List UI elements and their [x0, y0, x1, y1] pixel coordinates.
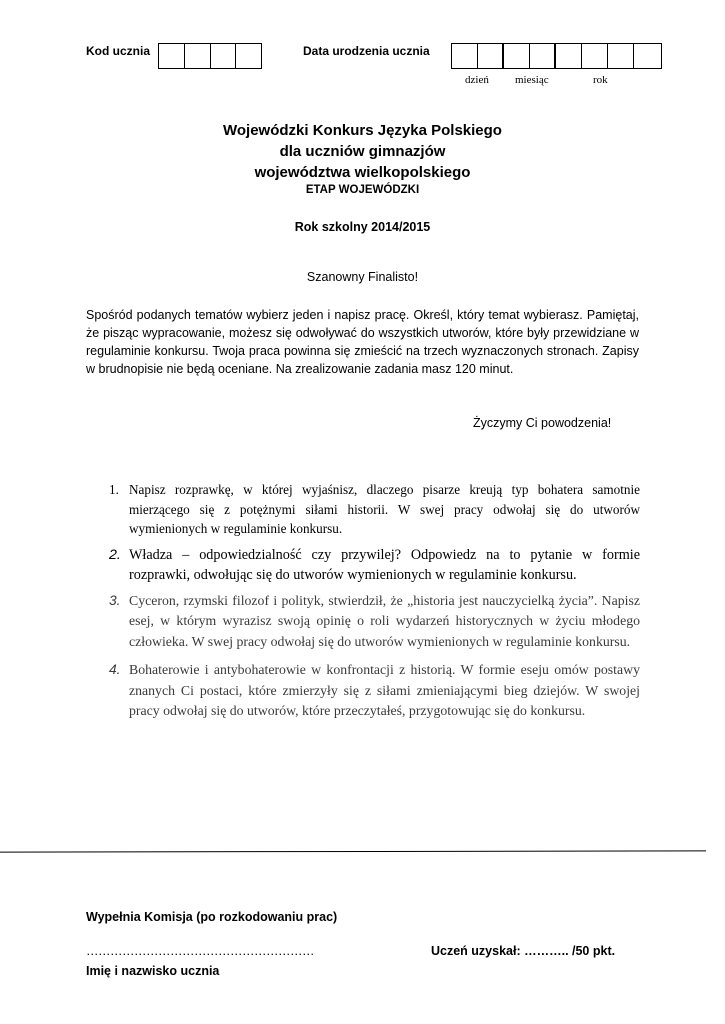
month-label: miesiąc [515, 74, 549, 86]
birth-date-label: Data urodzenia ucznia [303, 44, 430, 58]
stage-label: ETAP WOJEWÓDZKI [305, 184, 420, 196]
day-label: dzień [465, 74, 489, 86]
topic-text: Władza – odpowiedzialność czy przywilej? Odpowiedz na to pytanie w formie rozprawki, odwołując się do utworów wymienionych w regulaminie konkursu. [129, 546, 640, 583]
topic-text: Bohaterowie i antybohaterowie w konfrontacji z historią. W formie eseju omów postawy znanych Ci postaci, które zmierzyły się z siłami zmieniającymi bieg dziejów. W swojej pracy odwołaj się do utworów, które przeczytałeś, przygotowując się do konkursu. [129, 662, 640, 718]
greeting: Szanowny Finalisto! [306, 270, 419, 284]
score-field[interactable]: Uczeń uzyskał: ……….. /50 pkt. [431, 944, 616, 958]
school-year: Rok szkolny 2014/2015 [294, 220, 431, 234]
committee-label: Wypełnia Komisja (po rozkodowaniu prac) [86, 910, 338, 924]
divider-line [0, 850, 706, 852]
topics-list [105, 480, 640, 722]
student-code-boxes[interactable] [158, 43, 262, 69]
birth-date-boxes[interactable] [451, 43, 662, 69]
title-line-3: województwa wielkopolskiego [254, 164, 471, 181]
topic-item-3 [105, 591, 640, 653]
student-name-label: Imię i nazwisko ucznia [86, 964, 220, 978]
topic-number: 1. [109, 482, 119, 497]
topic-number: 2. [109, 546, 121, 563]
year-label: rok [593, 74, 608, 86]
title-line-1: Wojewódzki Konkurs Języka Polskiego [223, 122, 502, 139]
topic-number: 3. [109, 592, 121, 608]
topic-item-2 [105, 545, 640, 585]
topic-text: Napisz rozprawkę, w której wyjaśnisz, dlaczego pisarze kreują typ bohatera samotnie mierzącego się z potężnymi siłami historii. W swej pracy odwołaj się do utworów wymienionych w regulaminie konkursu. [129, 482, 640, 536]
topic-number: 4. [109, 662, 121, 677]
instructions-paragraph: Spośród podanych tematów wybierz jeden i napisz pracę. Określ, który temat wybierasz. Pamiętaj, że pisząc wypracowanie, możesz się odwoływać do wszystkich utworów, które były przewidziane w regulaminie konkursu. Twoja praca powinna się zmieścić na trzech wyznaczonych stronach. Zapisy w brudnopisie nie będą oceniane. Na zrealizowanie zadania masz 120 minut. [86, 308, 639, 376]
page-title [0, 120, 725, 183]
good-luck-text: Życzymy Ci powodzenia! [473, 416, 612, 430]
topic-item-4 [105, 660, 640, 722]
student-name-dots[interactable]: ………………………………………………… [86, 944, 314, 958]
topic-text: Cyceron, rzymski filozof i polityk, stwierdził, że „historia jest nauczycielką życia”. Napisz esej, w którym wyrazisz swoją opinię o roli wydarzeń historycznych w życiu młodego człowieka. W swej pracy odwołaj się do utworów wymienionych w regulaminie konkursu. [129, 592, 640, 649]
title-line-2: dla uczniów gimnazjów [279, 143, 446, 160]
student-code-label: Kod ucznia [86, 44, 151, 58]
topic-item-1 [105, 480, 640, 539]
